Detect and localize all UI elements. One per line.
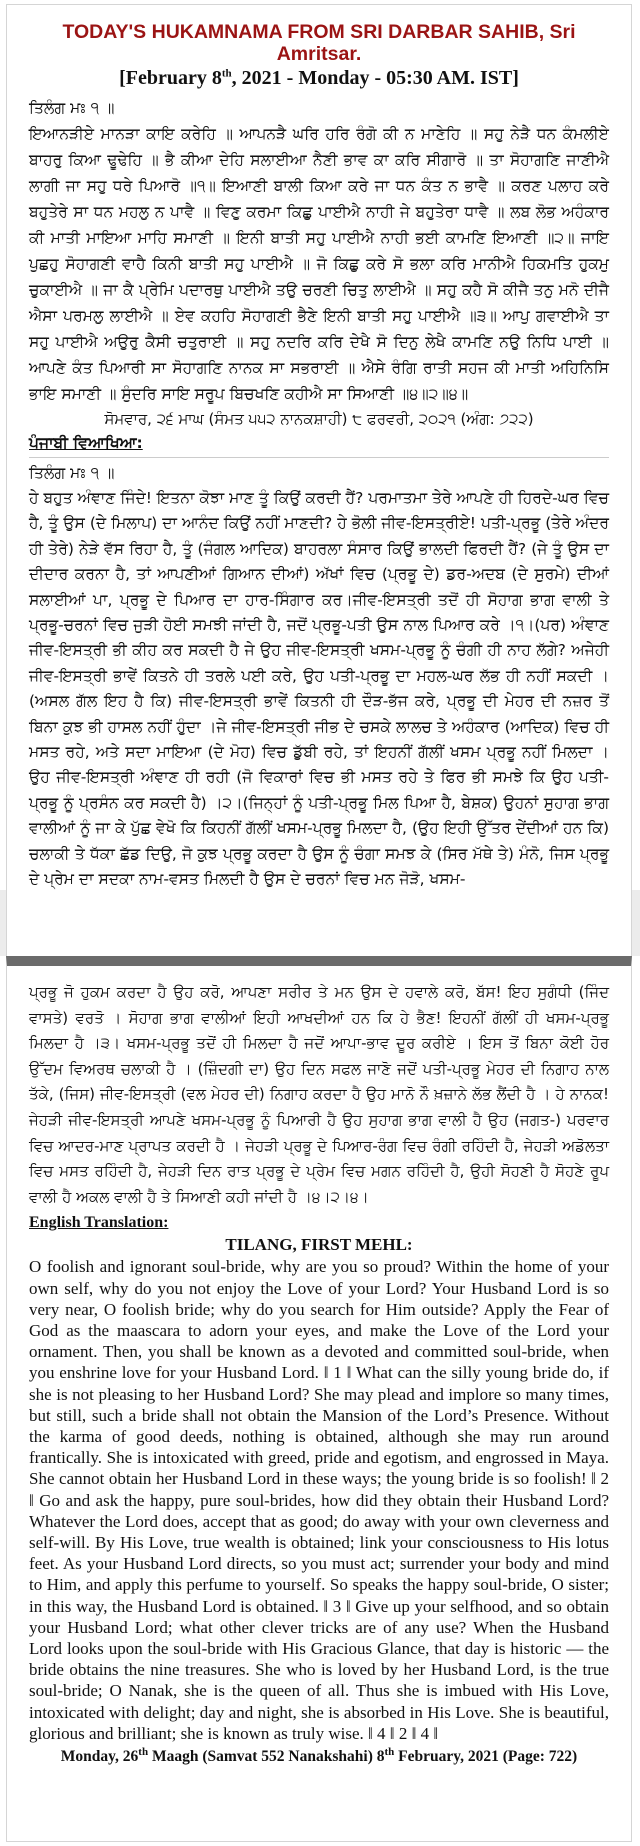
english-date-footer: [29, 1746, 609, 1768]
english-raag-heading: TILANG, FIRST MEHL:: [225, 1235, 413, 1255]
footer-part3: February, 2021 (Page: 722): [394, 1748, 578, 1766]
gurbani-text: ਇਆਨੜੀਏ ਮਾਨੜਾ ਕਾਇ ਕਰੇਹਿ ॥ ਆਪਨੜੈ ਘਰਿ ਹਰਿ ਰੰਗੋ ਕੀ ਨ ਮਾਣੇਹਿ ॥ ਸਹੁ ਨੇੜੈ ਧਨ ਕੰਮਲੀਏ ਬਾਹਰੁ ਕਿਆ ਢੂਢੇਹਿ ॥ ਭੈ ਕੀਆ ਦੇਹਿ ਸਲਾਈਆ ਨੈਣੀ ਭਾਵ ਕਾ ਕਰਿ ਸੀਗਾਰੋ ॥ ਤਾ ਸੋਹਾਗਣਿ ਜਾਣੀਐ ਲਾਗੀ ਜਾ ਸਹੁ ਧਰੇ ਪਿਆਰੋ ॥੧॥ ਇਆਣੀ ਬਾਲੀ ਕਿਆ ਕਰੇ ਜਾ ਧਨ ਕੰਤ ਨ ਭਾਵੈ ॥ ਕਰਣ ਪਲਾਹ ਕਰੇ ਬਹੁਤੇਰੇ ਸਾ ਧਨ ਮਹਲੁ ਨ ਪਾਵੈ ॥ ਵਿਣੁ ਕਰਮਾ ਕਿਛੁ ਪਾਈਐ ਨਾਹੀ ਜੇ ਬਹੁਤੇਰਾ ਧਾਵੈ ॥ ਲਬ ਲੋਭ ਅਹੰਕਾਰ ਕੀ ਮਾਤੀ ਮਾਇਆ ਮਾਹਿ ਸਮਾਣੀ ॥ ਇਨੀ ਬਾਤੀ ਸਹੁ ਪਾਈਐ ਨਾਹੀ ਭਈ ਕਾਮਣਿ ਇਆਣੀ ॥੨॥ ਜਾਇ ਪੁਛਹੁ ਸੋਹਾਗਣੀ ਵਾਹੈ ਕਿਨੀ ਬਾਤੀ ਸਹੁ ਪਾਈਐ ॥ ਜੋ ਕਿਛੁ ਕਰੇ ਸੋ ਭਲਾ ਕਰਿ ਮਾਨੀਐ ਹਿਕਮਤਿ ਹੁਕਮੁ ਚੁਕਾਈਐ ॥ ਜਾ ਕੈ ਪ੍ਰੇਮਿ ਪਦਾਰਥੁ ਪਾਈਐ ਤਉ ਚਰਣੀ ਚਿਤੁ ਲਾਈਐ ॥ ਸਹੁ ਕਹੈ ਸੋ ਕੀਜੈ ਤਨੁ ਮਨੋ ਦੀਜੈ ਐਸਾ ਪਰਮਲੁ ਲਾਈਐ ॥ ਏਵ ਕਹਹਿ ਸੋਹਾਗਣੀ ਭੈਣੇ ਇਨੀ ਬਾਤੀ ਸਹੁ ਪਾਈਐ ॥੩॥ ਆਪੁ ਗਵਾਈਐ ਤਾ ਸਹੁ ਪਾਈਐ ਅਉਰੁ ਕੈਸੀ ਚਤੁਰਾਈ ॥ ਸਹੁ ਨਦਰਿ ਕਰਿ ਦੇਖੈ ਸੋ ਦਿਨੁ ਲੇਖੈ ਕਾਮਣਿ ਨਉ ਨਿਧਿ ਪਾਈ ॥ ਆਪਣੇ ਕੰਤ ਪਿਆਰੀ ਸਾ ਸੋਹਾਗਣਿ ਨਾਨਕ ਸਾ ਸਭਰਾਈ ॥ ਐਸੇ ਰੰਗਿ ਰਾਤੀ ਸਹਜ ਕੀ ਮਾਤੀ ਅਹਿਨਿਸਿ ਭਾਇ ਸਮਾਣੀ ॥ ਸੁੰਦਰਿ ਸਾਇ ਸਰੂਪ ਬਿਚਖਣਿ ਕਹੀਐ ਸਾ ਸਿਆਣੀ ॥੪॥੨॥੪॥: [29, 125, 609, 403]
english-translation-text: O foolish and ignorant soul-bride, why are you so proud? Within the home of your own self, why do you not enjoy the Love of your Lord? Your Husband Lord is so very near, O foolish bride; why do you search for Him outside? Apply the Fear of God as the maascara to adorn your eyes, and make the Love of the Lord your ornament. Then, you shall be known as a devoted and committed soul-bride, when you enshrine love for your Husband Lord. ‖ 1 ‖ What can the silly young bride do, if she is not pleasing to her Husband Lord? She may plead and implore so many times, but still, such a bride shall not obtain the Mansion of the Lord’s Presence. Without the karma of good deeds, nothing is obtained, although she may run around frantically. She is intoxicated with greed, pride and egotism, and engrossed in Maya. She cannot obtain her Husband Lord in these ways; the young bride is so foolish! ‖ 2 ‖ Go and ask the happy, pure soul-brides, how did they obtain their Husband Lord? Whatever the Lord does, accept that as good; do away with your own cleverness and self-will. By His Love, true wealth is obtained; link your consciousness to His lotus feet. As your Husband Lord directs, so you must act; surrender your body and mind to Him, and apply this perfume to yourself. So speaks the happy soul-bride, O sister; in this way, the Husband Lord is obtained. ‖ 3 ‖ Give up your selfhood, and so obtain your Husband Lord; what other clever tricks are of any use? When the Husband Lord looks upon the soul-bride with His Gracious Glance, that day is historic — the bride obtains the nine treasures. She who is loved by her Husband Lord, is the true soul-bride; O Nanak, she is the queen of all. Thus she is imbued with His Love, intoxicated with delight; day and night, she is absorbed in His Love. She is beautiful, glorious and brilliant; she is known as truly wise. ‖ 4 ‖ 2 ‖ 4 ‖: [29, 1257, 609, 1743]
gurmukhi-date-line: ਸੋਮਵਾਰ, ੨੬ ਮਾਘ (ਸੰਮਤ ੫੫੨ ਨਾਨਕਸ਼ਾਹੀ) ੮ ਫਰਵਰੀ, ੨੦੨੧ (ਅੰਗ: ੭੨੨): [104, 410, 534, 428]
punjabi-explanation-part2: ਪ੍ਰਭੂ ਜੋ ਹੁਕਮ ਕਰਦਾ ਹੈ ਉਹ ਕਰੋ, ਆਪਣਾ ਸਰੀਰ ਤੇ ਮਨ ਉਸ ਦੇ ਹਵਾਲੇ ਕਰੋ, ਬੱਸ! ਇਹ ਸੁਗੰਧੀ (ਜਿੰਦ ਵਾਸਤੇ) ਵਰਤੋ । ਸੋਹਾਗ ਭਾਗ ਵਾਲੀਆਂ ਇਹੀ ਆਖਦੀਆਂ ਹਨ ਕਿ ਹੇ ਭੈਣ! ਇਹਨੀਂ ਗੱਲੀਂ ਹੀ ਖਸਮ-ਪ੍ਰਭੂ ਮਿਲਦਾ ਹੈ ।੩। ਖਸਮ-ਪ੍ਰਭੂ ਤਦੋਂ ਹੀ ਮਿਲਦਾ ਹੈ ਜਦੋਂ ਆਪਾ-ਭਾਵ ਦੂਰ ਕਰੀਏ । ਇਸ ਤੋਂ ਬਿਨਾ ਕੋਈ ਹੋਰ ਉੱਦਮ ਵਿਅਰਥ ਚਲਾਕੀ ਹੈ । (ਜ਼ਿੰਦਗੀ ਦਾ) ਉਹ ਦਿਨ ਸਫਲ ਜਾਣੋ ਜਦੋਂ ਪਤੀ-ਪ੍ਰਭੂ ਮੇਹਰ ਦੀ ਨਿਗਾਹ ਨਾਲ ਤੱਕੇ, (ਜਿਸ) ਜੀਵ-ਇਸਤ੍ਰੀ (ਵਲ ਮੇਹਰ ਦੀ) ਨਿਗਾਹ ਕਰਦਾ ਹੈ ਉਹ ਮਾਨੋ ਨੌ ਖ਼ਜ਼ਾਨੇ ਲੱਭ ਲੈਂਦੀ ਹੈ । ਹੇ ਨਾਨਕ! ਜੇਹੜੀ ਜੀਵ-ਇਸਤ੍ਰੀ ਆਪਣੇ ਖਸਮ-ਪ੍ਰਭੂ ਨੂੰ ਪਿਆਰੀ ਹੈ ਉਹ ਸੁਹਾਗ ਭਾਗ ਵਾਲੀ ਹੈ ਉਹ (ਜਗਤ-) ਪਰਵਾਰ ਵਿਚ ਆਦਰ-ਮਾਣ ਪ੍ਰਾਪਤ ਕਰਦੀ ਹੈ । ਜੇਹੜੀ ਪ੍ਰਭੂ ਦੇ ਪਿਆਰ-ਰੰਗ ਵਿਚ ਰੰਗੀ ਰਹਿੰਦੀ ਹੈ, ਜੇਹੜੀ ਅਡੋਲਤਾ ਵਿਚ ਮਸਤ ਰਹਿੰਦੀ ਹੈ, ਜੇਹੜੀ ਦਿਨ ਰਾਤ ਪ੍ਰਭੂ ਦੇ ਪ੍ਰੇਮ ਵਿਚ ਮਗਨ ਰਹਿੰਦੀ ਹੈ, ਉਹੀ ਸੋਹਣੀ ਹੈ ਸੋਹਣੇ ਰੂਪ ਵਾਲੀ ਹੈ ਅਕਲ ਵਾਲੀ ਹੈ ਤੇ ਸਿਆਣੀ ਕਹੀ ਜਾਂਦੀ ਹੈ ।੪।੨।੪।: [29, 983, 609, 1206]
footer-part1: Monday, 26: [60, 1748, 139, 1766]
date-header: [29, 65, 609, 91]
punjabi-explanation-label: ਪੰਜਾਬੀ ਵਿਆਖਿਆ:: [29, 434, 143, 452]
footer-sup1: th: [138, 1745, 149, 1758]
section-divider: [29, 457, 609, 458]
date-header-part1: [February 8: [119, 67, 222, 89]
hukamnama-page-1: [6, 4, 632, 989]
page-title: TODAY'S HUKAMNAMA FROM SRI DARBAR SAHIB, Sri Amritsar.: [62, 21, 576, 65]
punjabi-explanation-part1: ਹੇ ਬਹੁਤ ਅੰਞਾਣ ਜਿੰਦੇ! ਇਤਨਾ ਕੋਝਾ ਮਾਣ ਤੂੰ ਕਿਉਂ ਕਰਦੀ ਹੈਂ? ਪਰਮਾਤਮਾ ਤੇਰੇ ਆਪਣੇ ਹੀ ਹਿਰਦੇ-ਘਰ ਵਿਚ ਹੈ, ਤੂੰ ਉਸ (ਦੇ ਮਿਲਾਪ) ਦਾ ਆਨੰਦ ਕਿਉਂ ਨਹੀਂ ਮਾਣਦੀ? ਹੇ ਭੋਲੀ ਜੀਵ-ਇਸਤ੍ਰੀਏ! ਪਤੀ-ਪ੍ਰਭੂ (ਤੇਰੇ ਅੰਦਰ ਹੀ ਤੇਰੇ) ਨੇੜੇ ਵੱਸ ਰਿਹਾ ਹੈ, ਤੂੰ (ਜੰਗਲ ਆਦਿਕ) ਬਾਹਰਲਾ ਸੰਸਾਰ ਕਿਉਂ ਭਾਲਦੀ ਫਿਰਦੀ ਹੈਂ? (ਜੇ ਤੂੰ ਉਸ ਦਾ ਦੀਦਾਰ ਕਰਨਾ ਹੈ, ਤਾਂ ਆਪਣੀਆਂ ਗਿਆਨ ਦੀਆਂ) ਅੱਖਾਂ ਵਿਚ (ਪ੍ਰਭੂ ਦੇ) ਡਰ-ਅਦਬ (ਦੇ ਸੁਰਮੇ) ਦੀਆਂ ਸਲਾਈਆਂ ਪਾ, ਪ੍ਰਭੂ ਦੇ ਪਿਆਰ ਦਾ ਹਾਰ-ਸਿੰਗਾਰ ਕਰ।ਜੀਵ-ਇਸਤ੍ਰੀ ਤਦੋਂ ਹੀ ਸੋਹਾਗ ਭਾਗ ਵਾਲੀ ਤੇ ਪ੍ਰਭੂ-ਚਰਨਾਂ ਵਿਚ ਜੁੜੀ ਹੋਈ ਸਮਝੀ ਜਾਂਦੀ ਹੈ, ਜਦੋਂ ਪ੍ਰਭੂ-ਪਤੀ ਉਸ ਨਾਲ ਪਿਆਰ ਕਰੇ ।੧।(ਪਰ) ਅੰਞਾਣ ਜੀਵ-ਇਸਤ੍ਰੀ ਭੀ ਕੀਹ ਕਰ ਸਕਦੀ ਹੈ ਜੇ ਉਹ ਜੀਵ-ਇਸਤ੍ਰੀ ਖਸਮ-ਪ੍ਰਭੂ ਨੂੰ ਚੰਗੀ ਹੀ ਨਾਹ ਲੱਗੇ? ਅਜੇਹੀ ਜੀਵ-ਇਸਤ੍ਰੀ ਭਾਵੇਂ ਕਿਤਨੇ ਹੀ ਤਰਲੇ ਪਈ ਕਰੇ, ਉਹ ਪਤੀ-ਪ੍ਰਭੂ ਦਾ ਮਹਲ-ਘਰ ਲੱਭ ਹੀ ਨਹੀਂ ਸਕਦੀ । (ਅਸਲ ਗੱਲ ਇਹ ਹੈ ਕਿ) ਜੀਵ-ਇਸਤ੍ਰੀ ਭਾਵੇਂ ਕਿਤਨੀ ਹੀ ਦੌੜ-ਭੱਜ ਕਰੇ, ਪ੍ਰਭੂ ਦੀ ਮੇਹਰ ਦੀ ਨਜ਼ਰ ਤੋਂ ਬਿਨਾ ਕੁਝ ਭੀ ਹਾਸਲ ਨਹੀਂ ਹੁੰਦਾ ।ਜੇ ਜੀਵ-ਇਸਤ੍ਰੀ ਜੀਭ ਦੇ ਚਸਕੇ ਲਾਲਚ ਤੇ ਅਹੰਕਾਰ (ਆਦਿਕ) ਵਿਚ ਹੀ ਮਸਤ ਰਹੇ, ਅਤੇ ਸਦਾ ਮਾਇਆ (ਦੇ ਮੋਹ) ਵਿਚ ਡੁੱਬੀ ਰਹੇ, ਤਾਂ ਇਹਨੀਂ ਗੱਲੀਂ ਖਸਮ ਪ੍ਰਭੂ ਨਹੀਂ ਮਿਲਦਾ । ਉਹ ਜੀਵ-ਇਸਤ੍ਰੀ ਅੰਞਾਣ ਹੀ ਰਹੀ (ਜੋ ਵਿਕਾਰਾਂ ਵਿਚ ਭੀ ਮਸਤ ਰਹੇ ਤੇ ਫਿਰ ਭੀ ਸਮਝੇ ਕਿ ਉਹ ਪਤੀ-ਪ੍ਰਭੂ ਨੂੰ ਪ੍ਰਸੰਨ ਕਰ ਸਕਦੀ ਹੈ) ।੨।(ਜਿਨ੍ਹਾਂ ਨੂੰ ਪਤੀ-ਪ੍ਰਭੂ ਮਿਲ ਪਿਆ ਹੈ, ਬੇਸ਼ਕ) ਉਹਨਾਂ ਸੁਹਾਗ ਭਾਗ ਵਾਲੀਆਂ ਨੂੰ ਜਾ ਕੇ ਪੁੱਛ ਵੇਖੋ ਕਿ ਕਿਹਨੀਂ ਗੱਲੀਂ ਖਸਮ-ਪ੍ਰਭੂ ਮਿਲਦਾ ਹੈ, (ਉਹ ਇਹੀ ਉੱਤਰ ਦੇਂਦੀਆਂ ਹਨ ਕਿ) ਚਲਾਕੀ ਤੇ ਧੱਕਾ ਛੱਡ ਦਿਉ, ਜੋ ਕੁਝ ਪ੍ਰਭੂ ਕਰਦਾ ਹੈ ਉਸ ਨੂੰ ਚੰਗਾ ਸਮਝ ਕੇ (ਸਿਰ ਮੱਥੇ ਤੇ) ਮੰਨੋ, ਜਿਸ ਪ੍ਰਭੂ ਦੇ ਪ੍ਰੇਮ ਦਾ ਸਦਕਾ ਨਾਮ-ਵਸਤ ਮਿਲਦੀ ਹੈ ਉਸ ਦੇ ਚਰਨਾਂ ਵਿਚ ਮਨ ਜੋੜੋ, ਖਸਮ-: [29, 489, 609, 889]
raag-heading: ਤਿਲੰਗ ਮਃ ੧ ॥: [29, 99, 115, 117]
hukamnama-page-2: [6, 956, 632, 1842]
punjabi-raag-heading: ਤਿਲੰਗ ਮਃ ੧ ॥: [29, 464, 115, 482]
date-header-part2: , 2021 - Monday - 05:30 AM. IST]: [231, 67, 519, 89]
date-header-sup: th: [221, 67, 232, 80]
english-translation-label: English Translation:: [29, 1214, 169, 1232]
footer-part2: Maagh (Samvat 552 Nanakshahi) 8: [148, 1748, 385, 1766]
footer-sup2: th: [384, 1745, 395, 1758]
